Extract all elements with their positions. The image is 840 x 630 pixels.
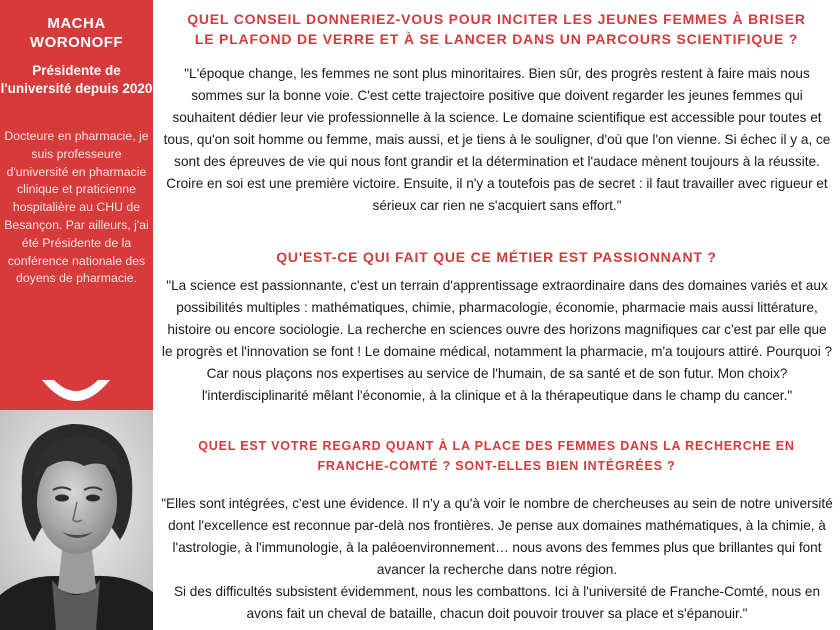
person-bio: Docteure en pharmacie, je suis professeure d'université en pharmacie clinique et praticienne hospitalière au CHU de Besançon. Par ailleurs, j'ai été Présidente de la conférence nationale des doyens de pharmacie. [4,129,149,286]
question-1-line-1: QUEL CONSEIL DONNERIEZ-VOUS POUR INCITER LES JEUNES FEMMES À BRISER [187,11,806,27]
question-3-line-1: QUEL EST VOTRE REGARD QUANT À LA PLACE DES FEMMES DANS LA RECHERCHE EN [198,439,795,453]
profile-sidebar [0,0,153,630]
person-name [0,14,153,52]
question-heading-1 [153,9,840,49]
name-first: MACHA [47,15,106,32]
interview-content [153,0,840,630]
smile-icon [40,378,112,404]
question-heading-3 [153,436,840,476]
answer-paragraph-2: "La science est passionnante, c'est un terrain d'apprentissage extraordinaire dans des domaines variés et aux possibilités multiples : mathématiques, chimie, pharmacologie, économie, pharmacie mais aussi littérature, histoire ou encore sociologie. La recherche en sciences ouvre des horizons magnifiques car c'est par elle que le progrès et l'innovation se font ! Le domaine médical, notamment la pharmacie, m'a toujours attiré. Pourquoi ? Car nous plaçons nos expertises au service de l'humain, de sa santé et de son futur. Mon choix? l'interdisciplinarité mêlant l'économie, à la clinique et à la thérapeutique dans le champ du cancer." [161,278,833,403]
question-2-line-1: QU'EST-CE QUI FAIT QUE CE MÉTIER EST PASSIONNANT ? [276,249,717,265]
answer-3-part-1: "Elles sont intégrées, c'est une évidence. Il n'y a qu'à voir le nombre de chercheuses au sein de notre université dont l'excellence est reconnue par-delà nos frontières. Je pense aux domaines mathématiques, à la chimie, à l'astrologie, à l'immunologie, à la paléoenvironnement… nous avons des femmes plus que brillantes qui font avancer la recherche dans notre région. [161,496,833,577]
question-heading-2 [153,247,840,267]
answer-paragraph-3 [161,493,833,625]
answer-paragraph-1: "L'époque change, les femmes ne sont plus minoritaires. Bien sûr, des progrès restent à faire mais nous sommes sur la bonne voie. C'est cette trajectoire positive que doivent regarder les jeunes femmes qui souhaitent dédier leur vie professionnelle à la science. Le domaine scientifique est accessible pour toutes et tous, qu'on soit homme ou femme, mais aussi, et je tiens à le souligner, d'où que l'on vienne. Si échec il y a, ce sont des épreuves de vie qui nous font grandir et la détermination et l'audace mènent toujours à la réussite. Croire en soi est une première victoire. Ensuite, il n'y a toutefois pas de secret : il faut travailler avec rigueur et sérieux car rien ne s'acquiert sans effort." [163,66,831,213]
portrait-photo [0,410,153,630]
answer-3-part-2: Si des difficultés subsistent évidemment, nous les combattons. Ici à l'université de Franche-Comté, nous en avons fait un cheval de bataille, chacun doit pouvoir trouver sa place et s'épanouir." [173,584,821,621]
question-3-line-2: FRANCHE-COMTÉ ? SONT-ELLES BIEN INTÉGRÉES ? [317,459,676,473]
name-last: WORONOFF [29,34,124,51]
question-1-line-2: LE PLAFOND DE VERRE ET À SE LANCER DANS UN PARCOURS SCIENTIFIQUE ? [194,31,799,47]
person-role: Présidente de l'université depuis 2020 [0,63,153,96]
